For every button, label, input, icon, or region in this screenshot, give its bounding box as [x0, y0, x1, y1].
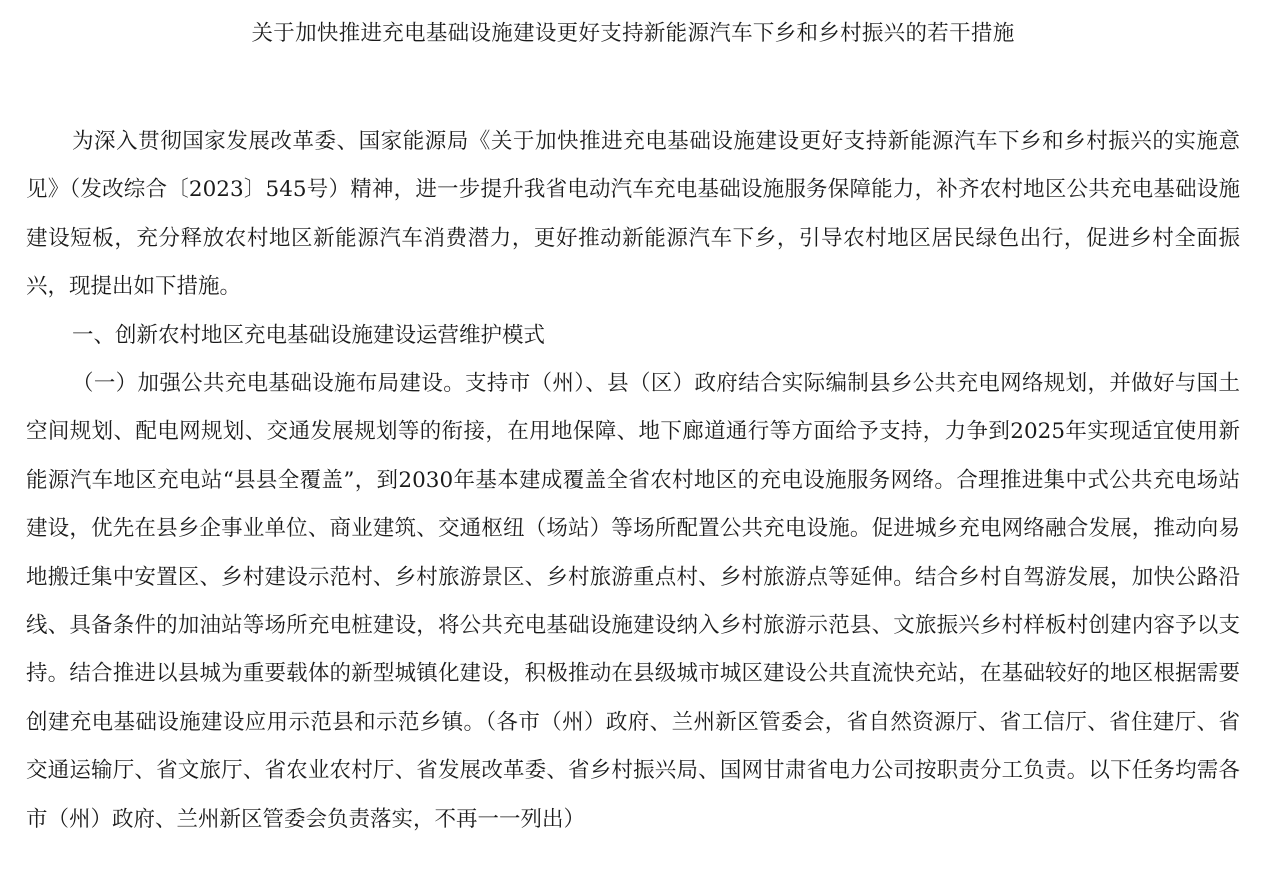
document-page — [26, 0, 1240, 844]
intro-paragraph: 为深入贯彻国家发展改革委、国家能源局《关于加快推进充电基础设施建设更好支持新能源汽车下乡和乡村振兴的实施意见》（发改综合〔2023〕545号）精神，进一步提升我省电动汽车充电基础设施服务保障能力，补齐农村地区公共充电基础设施建设短板，充分释放农村地区新能源汽车消费潜力，更好推动新能源汽车下乡，引导农村地区居民绿色出行，促进乡村全面振兴，现提出如下措施。 — [26, 129, 1240, 300]
document-title: 关于加快推进充电基础设施建设更好支持新能源汽车下乡和乡村振兴的若干措施 — [251, 21, 1015, 46]
item-1-paragraph: （一）加强公共充电基础设施布局建设。支持市（州）、县（区）政府结合实际编制县乡公共充电网络规划，并做好与国土空间规划、配电网规划、交通发展规划等的衔接，在用地保障、地下廊道通行等方面给予支持，力争到2025年实现适宜使用新能源汽车地区充电站“县县全覆盖”，到2030年基本建成覆盖全省农村地区的充电设施服务网络。合理推进集中式公共充电场站建设，优先在县乡企事业单位、商业建筑、交通枢纽（场站）等场所配置公共充电设施。促进城乡充电网络融合发展，推动向易地搬迁集中安置区、乡村建设示范村、乡村旅游景区、乡村旅游重点村、乡村旅游点等延伸。结合乡村自驾游发展，加快公路沿线、具备条件的加油站等场所充电桩建设，将公共充电基础设施建设纳入乡村旅游示范县、文旅振兴乡村样板村创建内容予以支持。结合推进以县城为重要载体的新型城镇化建设，积极推动在县级城市城区建设公共直流快充站，在基础较好的地区根据需要创建充电基础设施建设应用示范县和示范乡镇。（各市（州）政府、兰州新区管委会，省自然资源厅、省工信厅、省住建厅、省交通运输厅、省文旅厅、省农业农村厅、省发展改革委、省乡村振兴局、国网甘肃省电力公司按职责分工负责。以下任务均需各市（州）政府、兰州新区管委会负责落实，不再一一列出） — [26, 371, 1240, 832]
section-1-heading: 一、创新农村地区充电基础设施建设运营维护模式 — [72, 322, 546, 348]
